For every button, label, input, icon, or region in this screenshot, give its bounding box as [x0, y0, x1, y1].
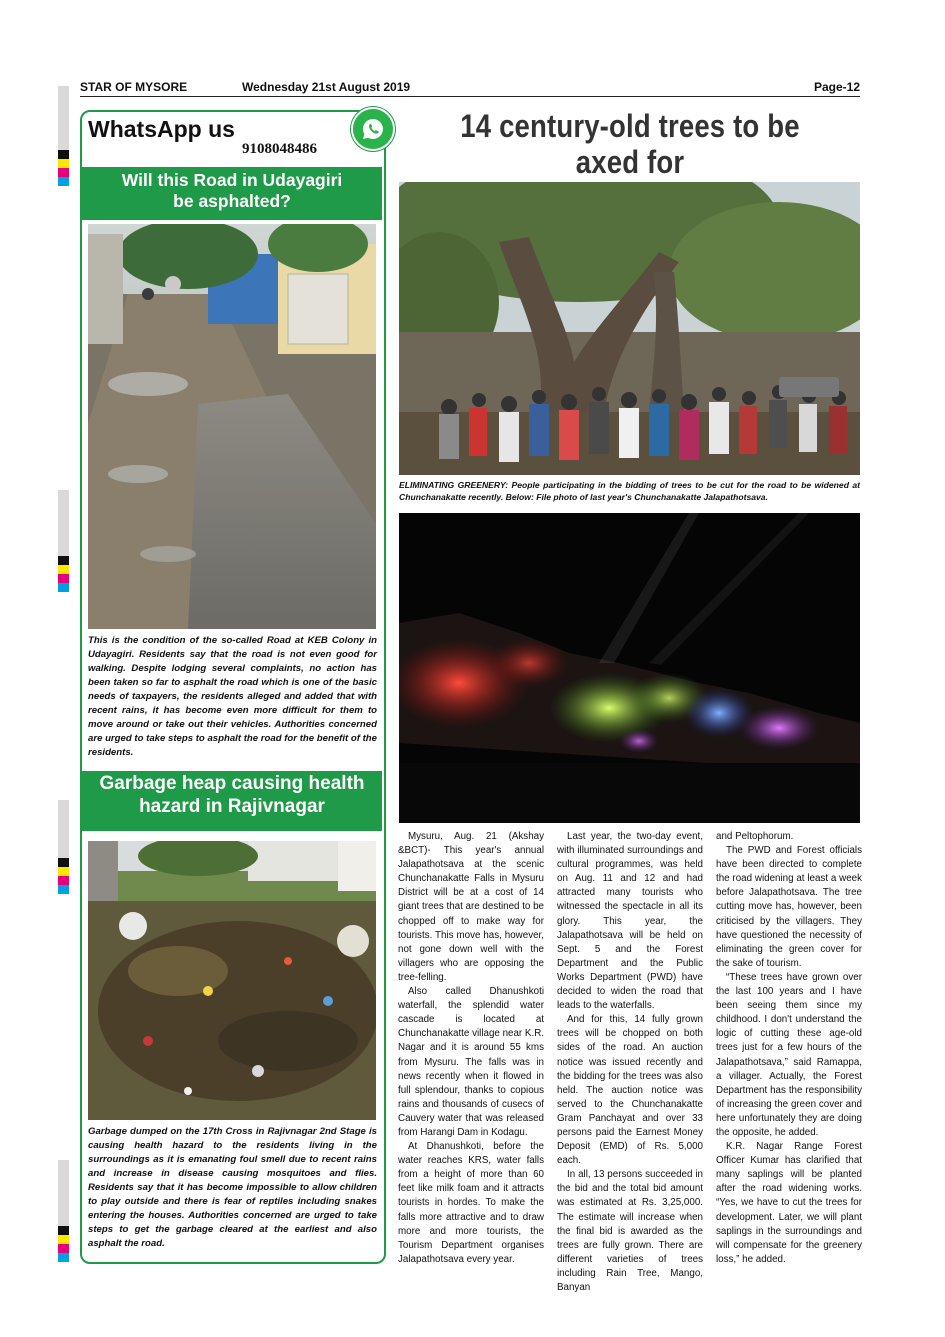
story1-heading-line1: Will this Road in Udayagiri — [121, 170, 343, 190]
color-bar-grey-top — [58, 86, 69, 150]
tree-bidding-photo — [399, 182, 860, 475]
story2-heading-line2: hazard in Rajivnagar — [139, 795, 325, 817]
color-registration-mark — [58, 1226, 69, 1262]
article-paragraph: And for this, 14 fully grown trees will be chopped on both sides of the road. An auction notice was issued recently and the bidding for the trees was also held. The auction notice was served to the Chunchanakatte Gram Panchayat and over 33 persons paid the Earnest Money Deposit (EMD) of Rs. 5,000 each. — [557, 1014, 703, 1167]
color-registration-mark — [58, 150, 69, 186]
masthead — [80, 80, 860, 97]
color-registration-mark — [58, 556, 69, 592]
tree-photo-caption-text: People participating in the bidding of trees to be cut for the road to be widened at Chunchanakatte recently. Below: File photo of last year's Chunchanakatte Jalapathotsava. — [399, 480, 860, 502]
story2-heading — [82, 771, 382, 831]
story1-heading-line2: be asphalted? — [173, 191, 291, 211]
article-paragraph: Last year, the two-day event, with illuminated surroundings and cultural programmes, was held on Aug. 11 and 12 and had attracted many tourists who witnessed the spectacle in all its glory. This year, the Jalapathotsava will be held on Sept. 5 and the Forest Department and the Public Works Department (PWD) have decided to widen the road that leads to the waterfalls. — [557, 831, 703, 1012]
story2-caption: Garbage dumped on the 17th Cross in Rajivnagar 2nd Stage is causing health hazard to the residents living in the surroundings as it is emanating foul smell due to recent rains and increase in disease causing mosquitoes and flies. Residents say that it has become impossible to allow children to play outside and there is fear of reptiles including snakes entering the houses. Authorities concerned are urged to take steps to get the garbage cleared at the earliest and also asphalt the road. — [88, 1126, 377, 1249]
whatsapp-title: WhatsApp us — [88, 116, 235, 142]
article-paragraph: The PWD and Forest officials have been directed to complete the road widening at least a week before Jalapathotsava. The tree cutting move has, however, been criticised by the villagers. They have questioned the necessity of eliminating the green cover for the sake of tourism. — [716, 845, 862, 969]
article-paragraph: “These trees have grown over the last 100 years and I have been seeing them since my childhood. I don't understand the logic of cutting these age-old trees just for a few hours of the Jalapathotsava,” said Ramappa, a villager. Actually, the Forest Department has the responsibility of increasing the green cover and here unfortunately they are doing the opposite, he added. — [716, 971, 862, 1138]
article-paragraph: In all, 13 persons succeeded in the bid and the total bid amount was estimated at Rs. 3,25,000. The estimate will increase when the final bid is awarded as the trees are fully grown. There are different varieties of trees including Rain Tree, Mango, Banyan — [557, 1169, 703, 1293]
page-number: Page-12 — [813, 80, 860, 94]
paper-name: STAR OF MYSORE — [80, 80, 188, 94]
story1-heading — [82, 167, 382, 220]
article-paragraph: K.R. Nagar Range Forest Officer Kumar has clarified that many saplings will be planted after the road widening works. “Yes, we have to cut the trees for development. Later, we will plant saplings in the surroundings and will compensate for the greenery loss,” he added. — [716, 1141, 862, 1265]
article-column-3 — [716, 830, 862, 1267]
color-bar-grey — [58, 800, 69, 858]
story2-heading-line1: Garbage heap causing health — [99, 773, 365, 794]
article-paragraph: At Dhanushkoti, before the water reaches KRS, water falls from a height of more than 60 feet like milk foam and it attracts tourists in hordes. To make the falls more attractive and to draw more and more tourists, the Tourism Department organises Jalapathotsava every year. — [398, 1141, 544, 1265]
tree-photo-caption-label: ELIMINATING GREENERY: — [399, 480, 509, 490]
udayagiri-road-photo — [88, 224, 376, 629]
jalapathotsava-night-photo — [399, 513, 860, 823]
article-paragraph: Mysuru, Aug. 21 (Akshay &BCT)- This year's annual Jalapathotsava at the scenic Chunchanakatte Falls in Mysuru District will be at a cost of 14 giant trees that are destined to be chopped off to make way for tourists. This move has, however, not gone down well with the villagers who are opposing the tree-felling. — [398, 831, 544, 983]
tree-photo-caption — [399, 479, 860, 503]
color-bar-grey — [58, 1160, 69, 1226]
rajivnagar-garbage-photo — [88, 841, 376, 1120]
issue-date: Wednesday 21st August 2019 — [242, 80, 411, 94]
whatsapp-icon — [351, 107, 395, 151]
color-bar-grey — [58, 490, 69, 556]
article-paragraph: Also called Dhanushkoti waterfall, the splendid water cascade is located at Chunchanakatte village near K.R. Nagar and it is around 55 kms from Mysuru. The falls was in news recently when it flowed in full splendour, thanks to copious rains and thousands of cusecs of Cauvery water that was released from Harangi Dam in Kodagu. — [398, 986, 544, 1138]
article-column-2 — [557, 830, 703, 1295]
main-headline-line1: 14 century-old trees to be axed for — [460, 108, 800, 180]
color-registration-mark — [58, 858, 69, 894]
article-paragraph: and Peltophorum. — [716, 831, 794, 842]
article-column-1 — [398, 830, 544, 1267]
story1-caption: This is the condition of the so-called Road at KEB Colony in Udayagiri. Residents say that the road is not even good for walking. Despite lodging several complaints, no action has been taken so far to asphalt the road which is one of the basic needs of taxpayers, the residents alleged and added that with recent rains, it has become even more difficult for them to move around or take out their vehicles. Authorities concerned are urged to take steps to asphalt the road for the benefit of the residents. — [88, 635, 377, 758]
whatsapp-number: 9108048486 — [242, 141, 317, 157]
